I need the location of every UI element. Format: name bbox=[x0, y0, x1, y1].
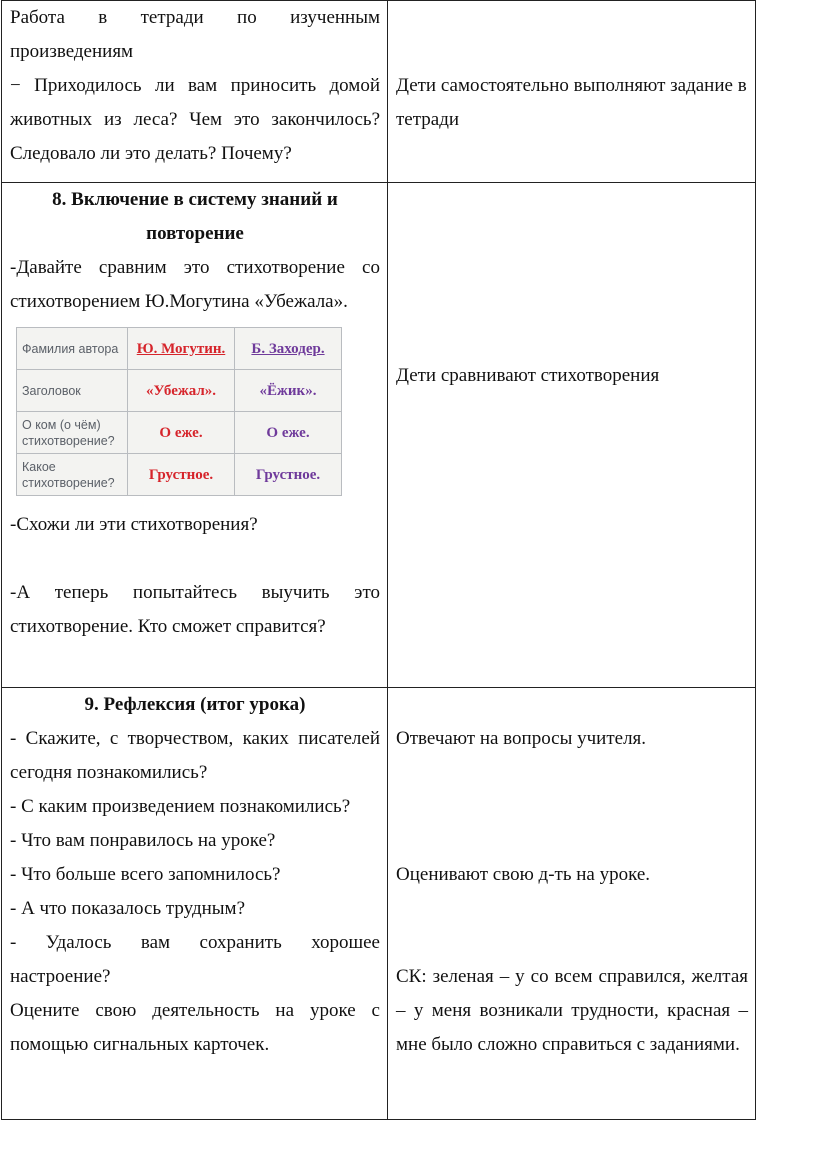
comparison-row bbox=[17, 328, 342, 370]
question-text: -А теперь попытайтесь выучить это стихотворение. Кто сможет справится? bbox=[10, 582, 380, 637]
comparison-value: Грустное. bbox=[235, 454, 342, 496]
comparison-label: Фамилия автора bbox=[17, 328, 128, 370]
spacer bbox=[10, 542, 380, 576]
table-row bbox=[2, 183, 756, 688]
question-text: - Скажите, с творчеством, каких писателей сегодня познакомились? bbox=[10, 728, 380, 783]
comparison-row bbox=[17, 412, 342, 454]
comparison-table bbox=[16, 327, 342, 496]
teacher-activity-cell bbox=[2, 183, 388, 688]
section-heading: 9. Рефлексия (итог урока) bbox=[84, 694, 306, 715]
comparison-cell bbox=[235, 328, 342, 370]
comparison-label: Какое стихотворение? bbox=[17, 454, 128, 496]
comparison-value: О еже. bbox=[235, 412, 342, 454]
text-line: Следовало ли это делать? Почему? bbox=[10, 143, 292, 164]
comparison-value: «Ёжик». bbox=[235, 370, 342, 412]
comparison-label: О ком (о чём) стихотворение? bbox=[17, 412, 128, 454]
table-row bbox=[2, 1, 756, 183]
student-activity-text: СК: зеленая – у со всем справился, желтая – у меня возникали трудности, красная – мне было сложно справиться с заданиями. bbox=[396, 966, 748, 1055]
question-text: - С каким произведением познакомились? bbox=[10, 796, 351, 817]
comparison-label: Заголовок bbox=[17, 370, 128, 412]
comparison-value: «Убежал». bbox=[128, 370, 235, 412]
teacher-activity-cell bbox=[2, 1, 388, 183]
question-text: - Что вам понравилось на уроке? bbox=[10, 830, 276, 851]
question-text: - А что показалось трудным? bbox=[10, 898, 246, 919]
student-activity-cell bbox=[388, 688, 756, 1120]
table-row bbox=[2, 688, 756, 1120]
student-activity-cell bbox=[388, 183, 756, 688]
teacher-activity-cell bbox=[2, 688, 388, 1120]
comparison-row bbox=[17, 454, 342, 496]
text-line: произведениям bbox=[10, 41, 134, 62]
comparison-value: Б. Заходер. bbox=[251, 340, 325, 357]
question-text: Оцените свою деятельность на уроке с помощью сигнальных карточек. bbox=[10, 1000, 380, 1055]
comparison-row bbox=[17, 370, 342, 412]
section-heading: 8. Включение в систему знаний и повторение bbox=[52, 189, 338, 244]
student-activity-text: Дети сравнивают стихотворения bbox=[396, 365, 660, 386]
comparison-cell bbox=[128, 328, 235, 370]
text-line: Работа в тетради по изученным bbox=[10, 7, 380, 28]
question-text: - Удалось вам сохранить хорошее настроение? bbox=[10, 932, 380, 987]
text-line: животных из леса? Чем это закончилось? bbox=[10, 109, 380, 130]
question-text: -Схожи ли эти стихотворения? bbox=[10, 514, 258, 535]
spacer bbox=[396, 892, 748, 960]
comparison-value: Грустное. bbox=[128, 454, 235, 496]
text-paragraph: -Давайте сравним это стихотворение со стихотворением Ю.Могутина «Убежала». bbox=[10, 257, 380, 312]
spacer bbox=[396, 756, 748, 858]
question-text: - Что больше всего запомнилось? bbox=[10, 864, 281, 885]
student-activity-text: Дети самостоятельно выполняют задание в тетради bbox=[396, 75, 747, 130]
text-line: − Приходилось ли вам приносить домой bbox=[10, 75, 380, 96]
lesson-plan-table bbox=[1, 0, 756, 1120]
comparison-value: Ю. Могутин. bbox=[136, 340, 226, 357]
student-activity-text: Отвечают на вопросы учителя. bbox=[396, 728, 647, 749]
comparison-value: О еже. bbox=[128, 412, 235, 454]
student-activity-cell bbox=[388, 1, 756, 183]
student-activity-text: Оценивают свою д-ть на уроке. bbox=[396, 864, 651, 885]
